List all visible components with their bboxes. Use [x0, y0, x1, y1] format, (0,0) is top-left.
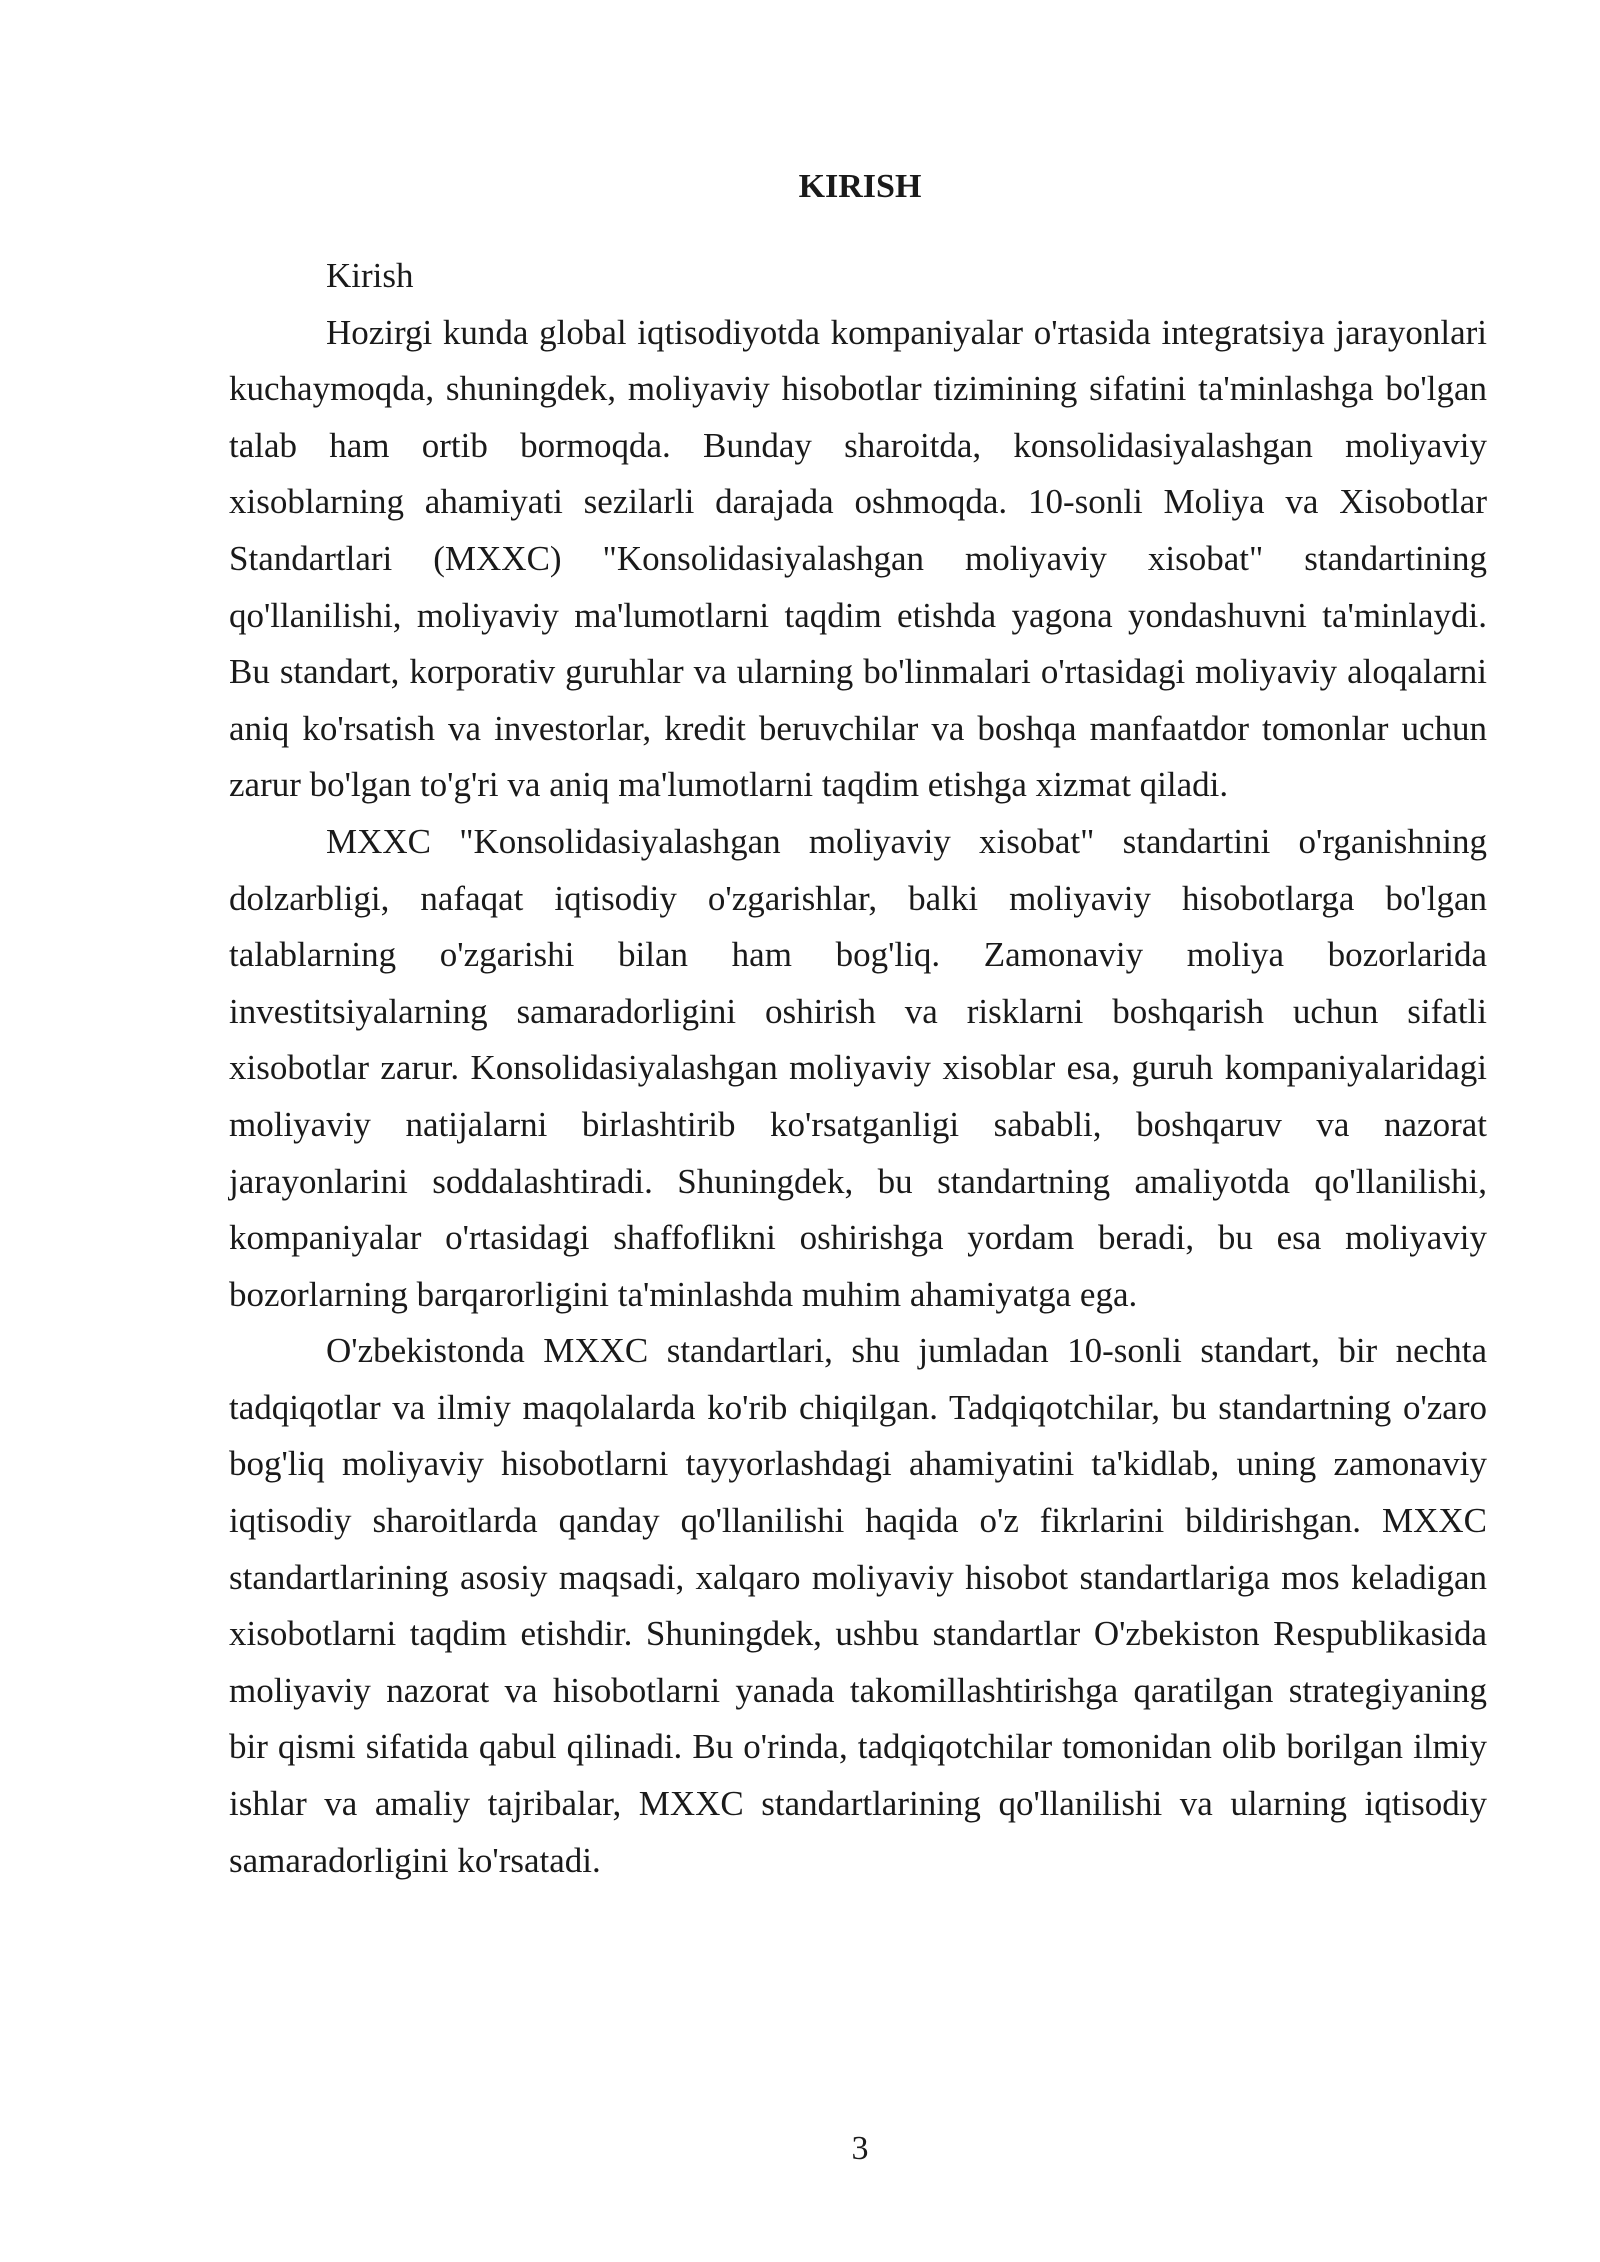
paragraph-3: O'zbekistonda MXXC standartlari, shu jumladan 10-sonli standart, bir nechta tadqiqotlar va ilmiy maqolalarda ko'rib chiqilgan. Tadqiqotchilar, bu standartning o'zaro bog'liq moliyaviy hisobotlarni tayyorlashdagi ahamiyatini ta'kidlab, uning zamonaviy iqtisodiy sharoitlarda qanday qo'llanilishi haqida o'z fikrlarini bildirishgan. MXXC standartlarining asosiy maqsadi, xalqaro moliyaviy hisobot standartlariga mos keladigan xisobotlarni taqdim etishdir. Shuningdek, ushbu standartlar O'zbekiston Respublikasida moliyaviy nazorat va hisobotlarni yanada takomillashtirishga qaratilgan strategiyaning bir qismi sifatida qabul qilinadi. Bu o'rinda, tadqiqotchilar tomonidan olib borilgan ilmiy ishlar va amaliy tajribalar, MXXC standartlarining qo'llanilishi va ularning iqtisodiy samaradorligini ko'rsatadi.	[229, 1331, 1487, 1880]
page-title: KIRISH	[798, 168, 922, 205]
paragraph-1: Hozirgi kunda global iqtisodiyotda kompaniyalar o'rtasida integratsiya jarayonlari kuchaymoqda, shuningdek, moliyaviy hisobotlar tizimining sifatini ta'minlashga bo'lgan talab ham ortib bormoqda. Bunday sharoitda, konsolidasiyalashgan moliyaviy xisoblarning ahamiyati sezilarli darajada oshmoqda. 10-sonli Moliya va Xisobotlar Standartlari (MXXC) "Konsolidasiyalashgan moliyaviy xisobat" standartining qo'llanilishi, moliyaviy ma'lumotlarni taqdim etishda yagona yondashuvni ta'minlaydi. Bu standart, korporativ guruhlar va ularning bo'linmalari o'rtasidagi moliyaviy aloqalarni aniq ko'rsatish va investorlar, kredit beruvchilar va boshqa manfaatdor tomonlar uchun zarur bo'lgan to'g'ri va aniq ma'lumotlarni taqdim etishga xizmat qiladi.	[229, 312, 1487, 805]
document-body	[229, 248, 1487, 1889]
paragraph-2: MXXC "Konsolidasiyalashgan moliyaviy xisobat" standartini o'rganishning dolzarbligi, nafaqat iqtisodiy o'zgarishlar, balki moliyaviy hisobotlarga bo'lgan talablarning o'zgarishi bilan ham bog'liq. Zamonaviy moliya bozorlarida investitsiyalarning samaradorligini oshirish va risklarni boshqarish uchun sifatli xisobotlar zarur. Konsolidasiyalashgan moliyaviy xisoblar esa, guruh kompaniyalaridagi moliyaviy natijalarni birlashtirib ko'rsatganligi sababli, boshqaruv va nazorat jarayonlarini soddalashtiradi. Shuningdek, bu standartning amaliyotda qo'llanilishi, kompaniyalar o'rtasidagi shaffoflikni oshirishga yordam beradi, bu esa moliyaviy bozorlarning barqarorligini ta'minlashda muhim ahamiyatga ega.	[229, 821, 1487, 1314]
page-number: 3	[851, 2130, 869, 2167]
subheading: Kirish	[326, 256, 414, 295]
